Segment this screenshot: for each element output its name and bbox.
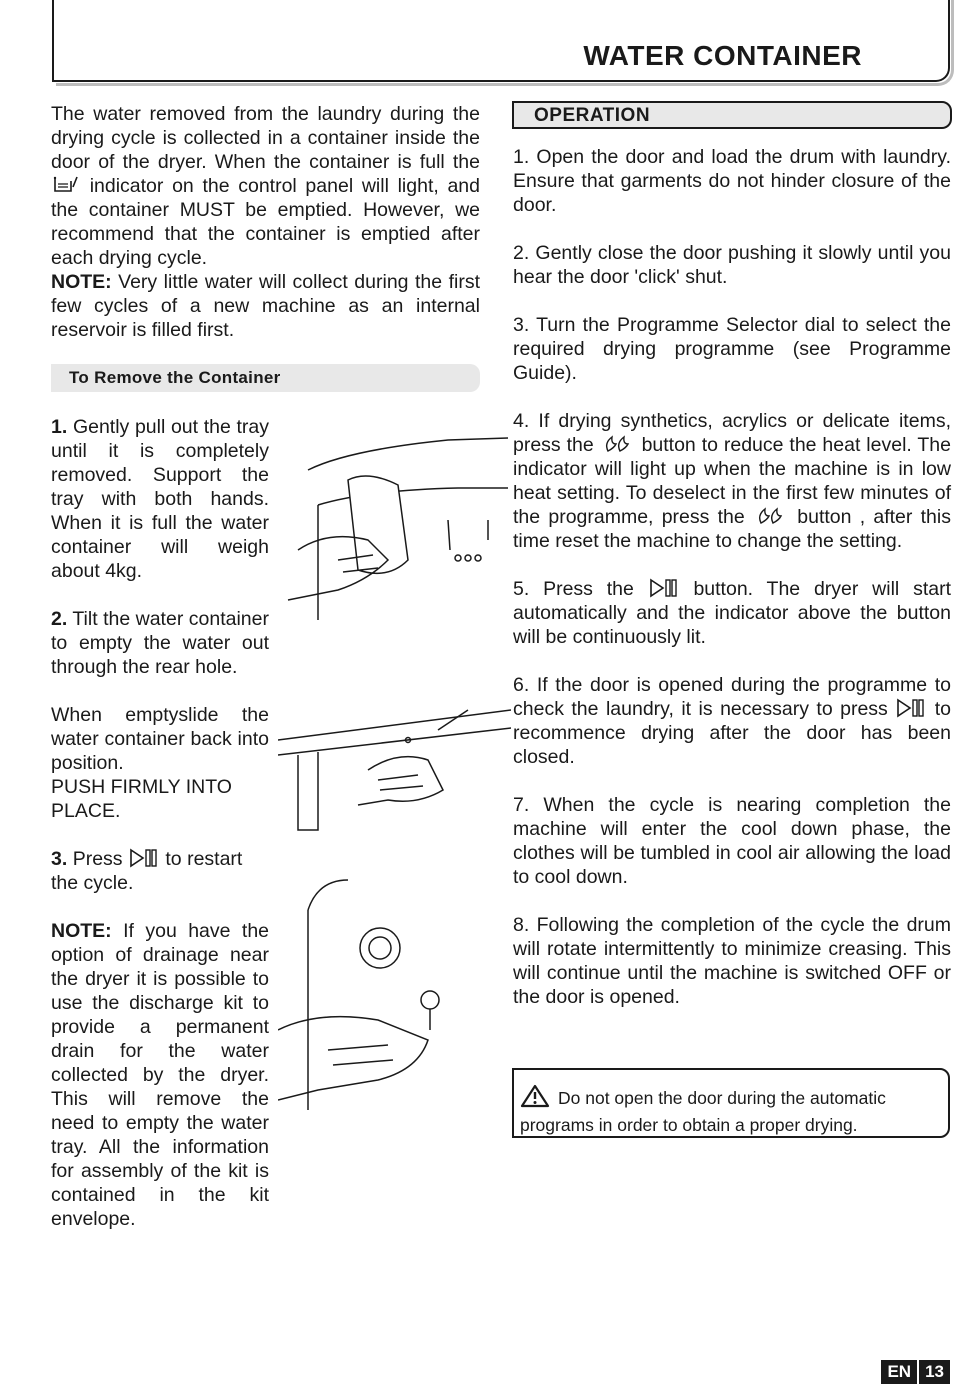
warning-box — [512, 1068, 950, 1138]
op-step-3: 3. Turn the Programme Selector dial to select the required drying programme (see Programme Guide). — [513, 314, 951, 384]
step-2 — [51, 607, 269, 679]
warning-text: Do not open the door during the automatic programs in order to obtain a proper drying. — [520, 1088, 886, 1135]
op-step-8: 8. Following the completion of the cycle the drum will rotate intermittently to minimize creasing. This will continue until the machine is switched OFF or the door is opened. — [513, 914, 951, 1008]
step-2-text: Tilt the water container to empty the water out through the rear hole. — [51, 608, 269, 678]
step-3 — [51, 847, 269, 895]
note-text: Very little water will collect during the first few cycles of a new machine as an internal reservoir is filled first. — [51, 271, 480, 341]
op-step-5-text-a: 5. Press the — [513, 578, 634, 600]
language-badge: EN — [881, 1360, 917, 1384]
note-2-label: NOTE: — [51, 920, 112, 942]
op-step-4-text-a: 4. If drying synthetics, acrylics or delicate items, press the — [513, 410, 951, 456]
low-heat-icon — [753, 506, 789, 526]
op-step-4-text-c: button , after this time reset the machine to change the setting. — [513, 506, 951, 552]
page-title: WATER CONTAINER — [583, 40, 862, 71]
page-footer — [881, 1360, 950, 1384]
pull-tray-illustration — [288, 438, 508, 620]
op-step-1: 1. Open the door and load the drum with laundry. Ensure that garments do not hinder closure of the door. — [513, 146, 951, 216]
step-1-text: Gently pull out the tray until it is completely removed. Support the tray with both hands. When it is full the water container will weigh about 4kg. — [51, 416, 270, 582]
op-step-6-text-b: to recommence drying after the door has been closed. — [513, 698, 952, 768]
step-2-number: 2. — [51, 608, 68, 630]
discharge-illustration — [278, 880, 439, 1110]
container-full-icon — [51, 175, 81, 195]
intro-block — [51, 102, 480, 342]
start-pause-icon — [128, 848, 160, 868]
low-heat-icon — [600, 434, 636, 454]
op-step-5 — [513, 577, 951, 649]
step-2-empty: When emptyslide the water container back into position. — [51, 704, 269, 774]
step-1 — [51, 415, 269, 583]
operation-steps — [513, 145, 951, 1009]
page-number: 13 — [919, 1360, 950, 1384]
step-3-text-a: Press — [72, 848, 123, 870]
note-2-text: If you have the option of drainage near the dryer it is possible to use the discharge kit to provide a permanent drain for the water collected by the dryer. This will remove the need to empty the water tray. All the information for assembly of the kit is contained in the kit envelope. — [51, 920, 270, 1230]
section-remove-container: To Remove the Container — [51, 364, 480, 392]
op-step-5-text-b: button. The dryer will start automatically and the indicator above the button will be continuously lit. — [513, 578, 951, 648]
op-step-2: 2. Gently close the door pushing it slowly until you hear the door 'click' shut. — [513, 242, 951, 288]
op-step-6 — [513, 673, 951, 769]
container-illustrations — [278, 410, 511, 1110]
start-pause-icon — [648, 578, 680, 598]
step-1-number: 1. — [51, 416, 68, 438]
section-operation: OPERATION — [512, 101, 952, 129]
op-step-4 — [513, 409, 951, 553]
start-pause-icon — [895, 698, 927, 718]
remove-steps — [51, 415, 269, 1231]
intro-paragraph — [51, 102, 480, 342]
op-step-7: 7. When the cycle is nearing completion the machine will enter the cool down phase, the clothes will be tumbled in cool air allowing the load to cool down. — [513, 794, 951, 888]
note-2 — [51, 919, 269, 1231]
intro-text-a: The water removed from the laundry during the drying cycle is collected in a container inside the door of the dryer. When the container is full the — [51, 103, 480, 173]
step-2-push: PUSH FIRMLY INTO PLACE. — [51, 776, 232, 822]
step-3-text-b: to restart the cycle. — [51, 848, 243, 894]
warning-triangle-icon — [520, 1084, 550, 1108]
step-3-number: 3. — [51, 848, 68, 870]
op-step-6-text-a: 6. If the door is opened during the programme to check the laundry, it is necessary to press — [513, 674, 951, 720]
op-step-4-text-b: button to reduce the heat level. The indicator will light up when the machine is in low heat setting. To deselect in the first few minutes of the programme, press the — [513, 434, 951, 528]
tilt-container-illustration — [278, 710, 511, 830]
note-label: NOTE: — [51, 271, 112, 293]
intro-text-b: indicator on the control panel will light, and the container MUST be emptied. However, we recommend that the container is emptied after each drying cycle. — [51, 175, 480, 269]
